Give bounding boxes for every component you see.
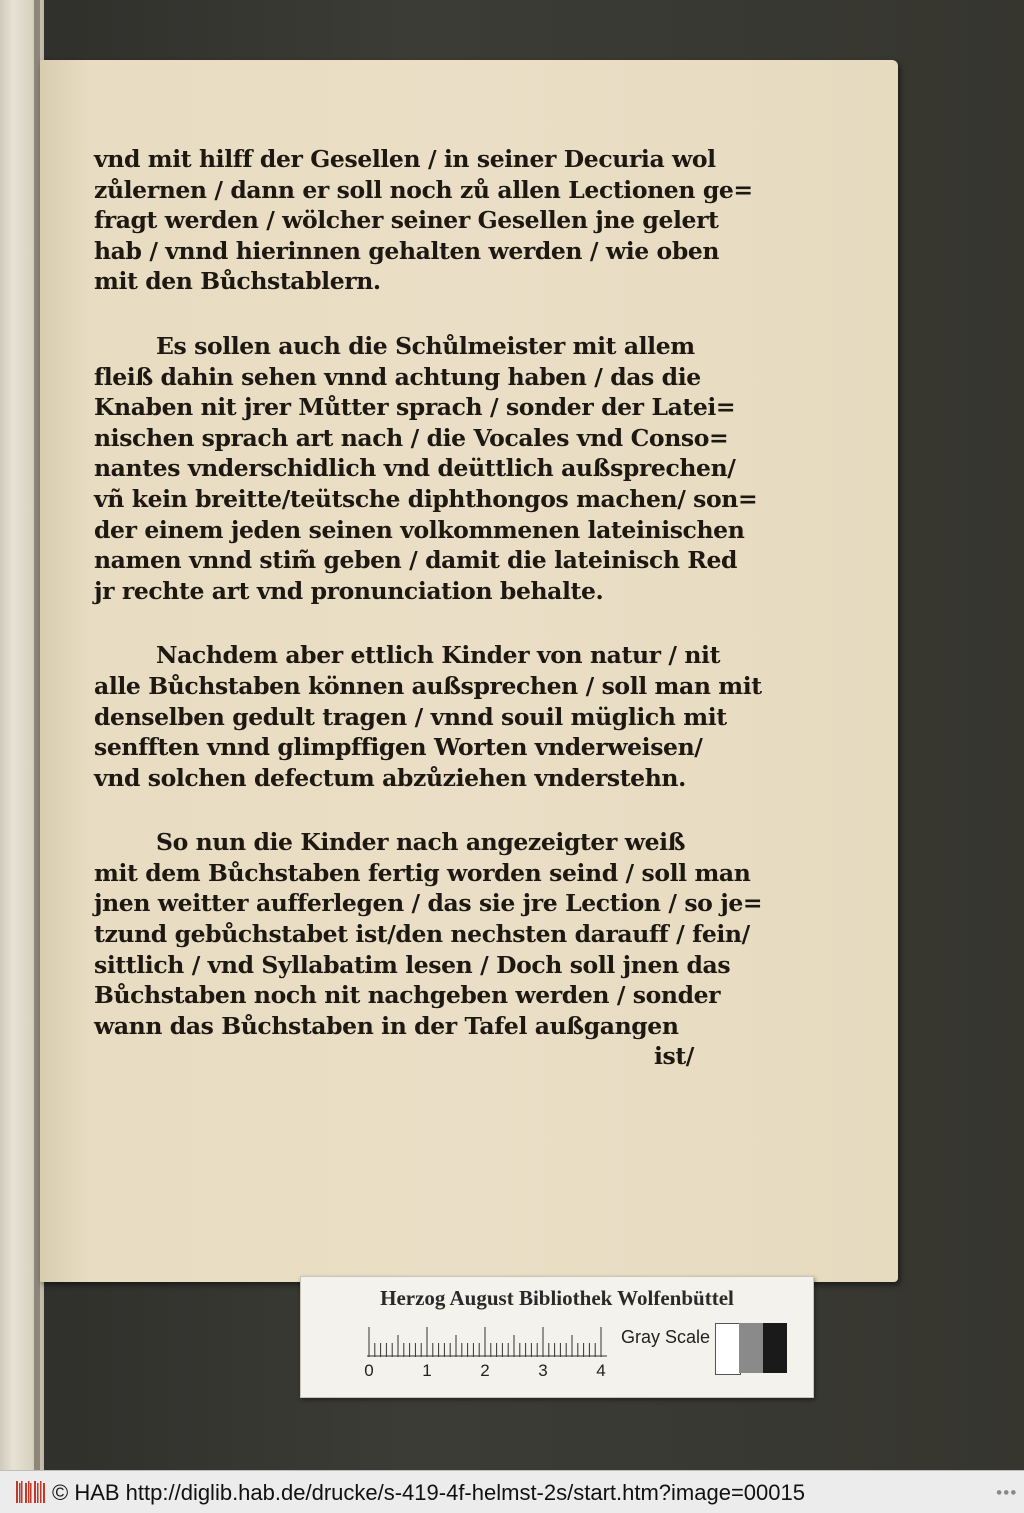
text-line: senfften vnnd glimpffigen Worten vnderweisen/ bbox=[94, 733, 703, 762]
gray-patch-white bbox=[715, 1323, 741, 1375]
text-line: mit den Bůchstablern. bbox=[94, 267, 381, 296]
logo-bar bbox=[25, 1483, 27, 1503]
text-line: vnd solchen defectum abzůziehen vnderstehn. bbox=[94, 763, 686, 792]
text-line: So nun die Kinder nach angezeigter weiß bbox=[156, 828, 686, 857]
gray-scale-label: Gray Scale bbox=[621, 1327, 711, 1347]
color-scale-card bbox=[300, 1276, 814, 1398]
text-line: sittlich / vnd Syllabatim lesen / Doch soll jnen das bbox=[94, 950, 731, 979]
logo-bar bbox=[37, 1483, 39, 1503]
logo-bar bbox=[19, 1483, 21, 1503]
paragraph bbox=[94, 640, 762, 793]
copyright-url[interactable]: © HAB http://diglib.hab.de/drucke/s-419-4f-helmst-2s/start.htm?image=00015 bbox=[52, 1480, 805, 1505]
text-line: nantes vnderschidlich vnd deüttlich außsprechen/ bbox=[94, 454, 736, 483]
book-page bbox=[40, 60, 898, 1282]
text-line: der einem jeden seinen volkommenen lateinischen bbox=[94, 515, 745, 544]
text-line: wann das Bůchstaben in der Tafel außgangen bbox=[94, 1011, 679, 1040]
page-text bbox=[94, 144, 763, 1106]
text-line: vnd mit hilff der Gesellen / in seiner Decuria wol bbox=[94, 145, 716, 173]
text-line: tzund gebůchstabet ist/den nechsten darauff / fein/ bbox=[94, 920, 750, 949]
paragraph bbox=[94, 827, 763, 1072]
text-line: fragt werden / wölcher seiner Gesellen jne gelert bbox=[94, 206, 719, 235]
ruler-label: 3 bbox=[538, 1361, 548, 1380]
text-line: Es sollen auch die Schůlmeister mit allem bbox=[156, 331, 695, 360]
text-line: mit dem Bůchstaben fertig worden seind / soll man bbox=[94, 858, 751, 887]
text-line: zůlernen / dann er soll noch zů allen Lectionen ge= bbox=[94, 175, 753, 204]
text-line: fleiß dahin sehen vnnd achtung haben / das die bbox=[94, 362, 701, 391]
text-line: Bůchstaben noch nit nachgeben werden / sonder bbox=[94, 981, 721, 1010]
text-line: alle Bůchstaben können außsprechen / soll man mit bbox=[94, 671, 762, 700]
logo-bar bbox=[30, 1483, 32, 1503]
paragraph bbox=[94, 331, 758, 606]
text-line: jnen weitter aufferlegen / das sie jre Lection / so je= bbox=[94, 889, 763, 918]
text-line: namen vnnd stim̃ geben / damit die lateinisch Red bbox=[94, 546, 738, 575]
paragraph bbox=[94, 144, 753, 297]
text-line: Nachdem aber ettlich Kinder von natur / nit bbox=[156, 641, 721, 670]
status-dots-icon: ● ● ● bbox=[996, 1489, 1016, 1496]
ruler-label: 0 bbox=[364, 1361, 374, 1380]
text-line: denselben gedult tragen / vnnd souil müglich mit bbox=[94, 702, 727, 731]
ruler bbox=[367, 1325, 607, 1357]
logo-bar bbox=[28, 1481, 30, 1503]
barcode-logo-icon bbox=[16, 1481, 46, 1503]
logo-bar bbox=[40, 1481, 42, 1503]
gray-patch-black bbox=[763, 1323, 787, 1373]
logo-bar bbox=[34, 1481, 36, 1503]
ruler-label: 4 bbox=[596, 1361, 606, 1380]
library-name: Herzog August Bibliothek Wolfenbüttel bbox=[380, 1286, 734, 1310]
catchword: ist/ bbox=[654, 1042, 694, 1071]
ruler-label: 1 bbox=[422, 1361, 432, 1380]
text-line: hab / vnnd hierinnen gehalten werden / wie oben bbox=[94, 236, 720, 265]
logo-bar bbox=[43, 1483, 45, 1503]
ruler-label: 2 bbox=[480, 1361, 490, 1380]
text-line: jr rechte art vnd pronunciation behalte. bbox=[94, 576, 604, 605]
text-line: Knaben nit jrer Můtter sprach / sonder der Latei= bbox=[94, 393, 736, 422]
text-line: nischen sprach art nach / die Vocales vnd Conso= bbox=[94, 423, 729, 452]
logo-bar bbox=[16, 1481, 18, 1503]
text-line: vñ kein breitte/teütsche diphthongos machen/ son= bbox=[94, 484, 758, 513]
logo-bar bbox=[21, 1481, 23, 1503]
gray-patch-mid bbox=[739, 1323, 763, 1373]
status-bar bbox=[0, 1470, 1024, 1513]
